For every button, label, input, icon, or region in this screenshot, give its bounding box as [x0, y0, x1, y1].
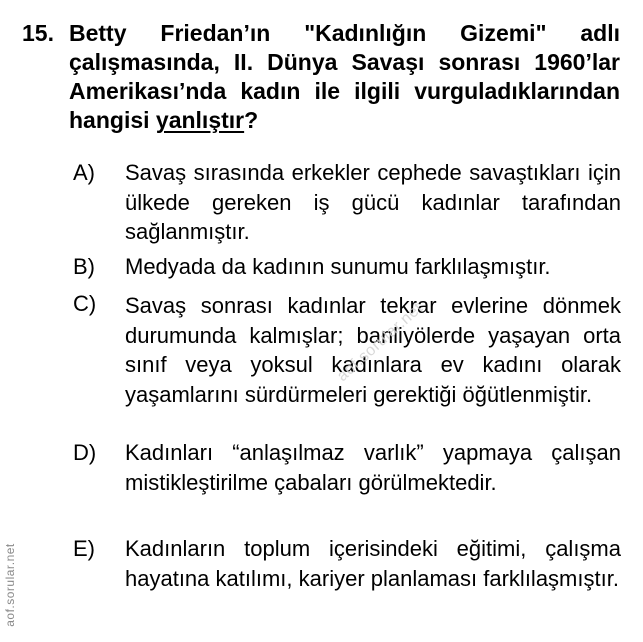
option-letter: D) — [73, 440, 97, 465]
option-text: Savaş sonrası kadınlar tekrar evlerine dönmek durumunda kalmışlar; banliyölerde yaşayan orta sınıf veya yoksul kadınlara ev kadını olarak yaşamlarını sürdürmeleri gerektiği öğütlenmiştir. — [125, 293, 621, 407]
question-stem-emphasis: yanlıştır — [155, 107, 245, 133]
question-number: 15. — [22, 20, 54, 46]
option-text: Kadınların toplum içerisindeki eğitimi, çalışma hayatına katılımı, kariyer planlaması farklılaşmıştır. — [125, 536, 621, 591]
option-letter: A) — [73, 160, 95, 185]
option-letter: E) — [73, 536, 95, 561]
question-stem-end: ? — [244, 107, 259, 133]
option-letter: C) — [73, 291, 97, 316]
option-text: Medyada da kadının sunumu farklılaşmıştır. — [125, 254, 551, 279]
option-text: Kadınları “anlaşılmaz varlık” yapmaya çalışan mistikleştirilme çabaları görülmektedir. — [125, 440, 621, 495]
option-text: Savaş sırasında erkekler cephede savaştıkları için ülkede gereken iş gücü kadınlar tarafından sağlanmıştır. — [125, 160, 621, 244]
side-watermark: aof.sorular.net — [3, 543, 17, 627]
option-letter: B) — [73, 254, 95, 279]
question-stem-text: Betty Friedan’ın "Kadınlığın Gizemi" adlı çalışmasında, II. Dünya Savaşı sonrası 1960’lar Amerikası’nda kadın ile ilgili vurguladıklarından hangisi — [69, 20, 620, 133]
question-stem — [69, 19, 620, 135]
diagonal-watermark: aof.sorular.net — [333, 299, 427, 385]
